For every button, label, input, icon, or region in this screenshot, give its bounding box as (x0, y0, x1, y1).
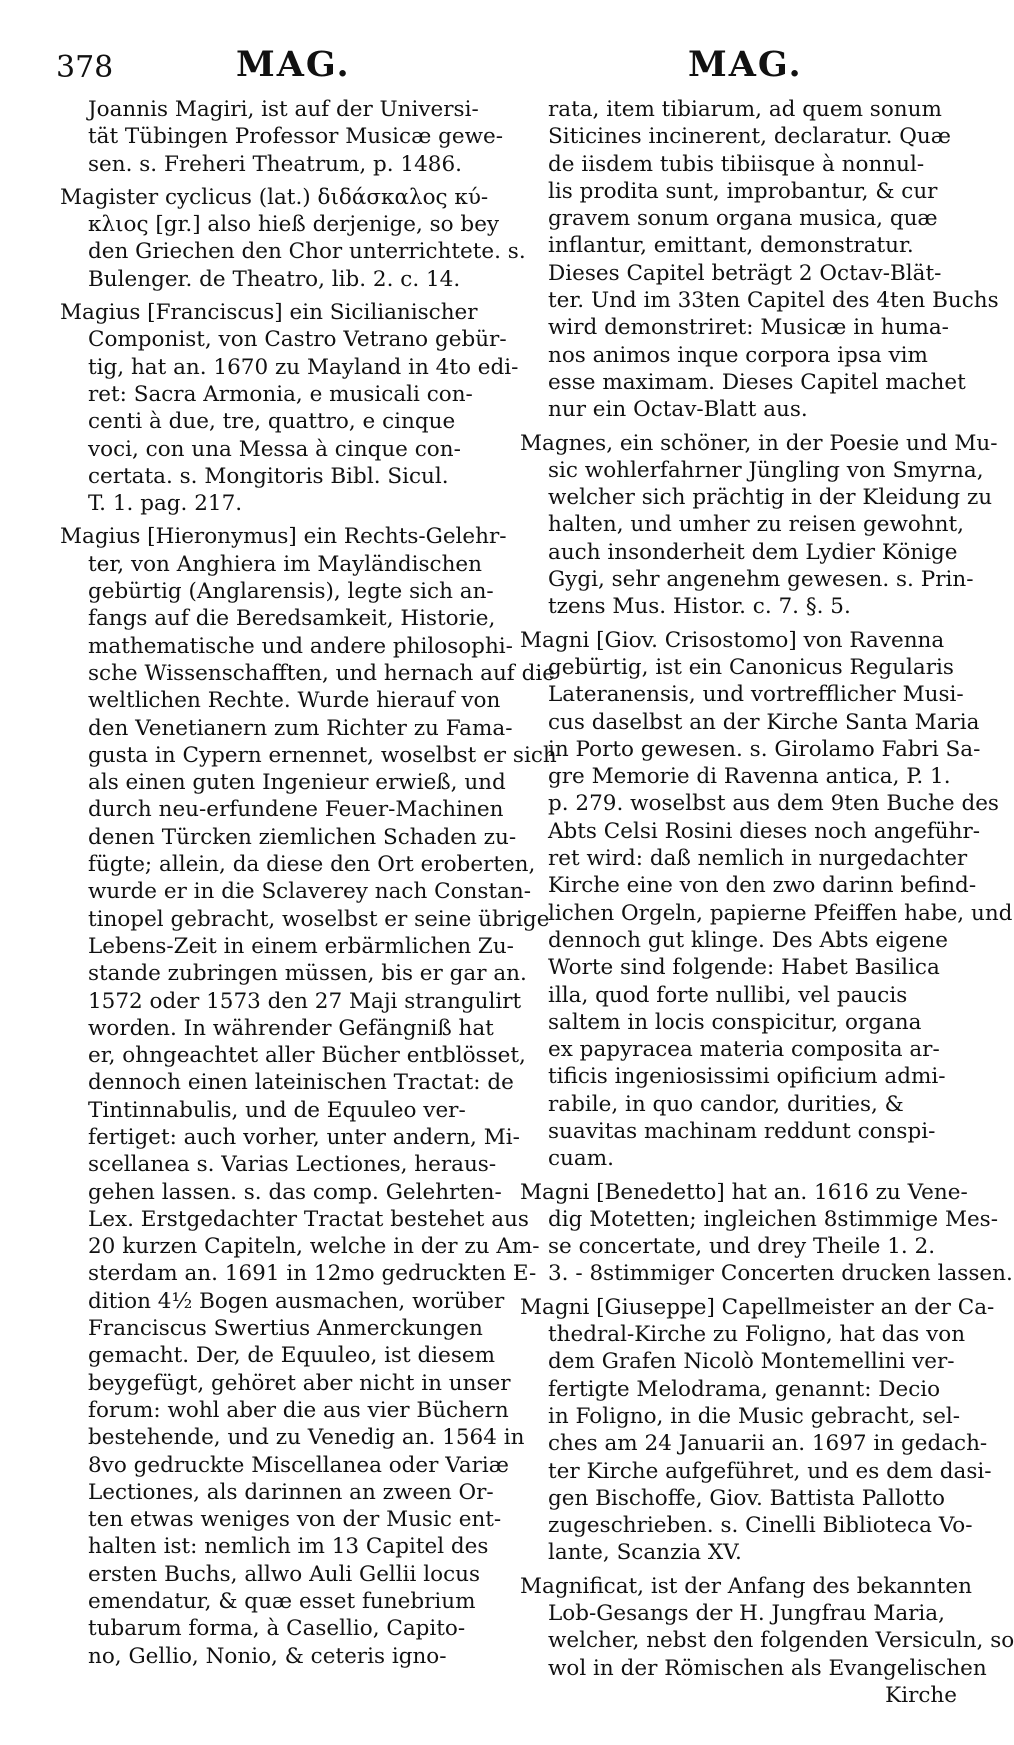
text-line: nos animos inque corpora ipsa vim (548, 342, 928, 368)
text-line: Abts Celsi Rosini dieses noch angeführ- (548, 818, 981, 844)
text-line: tig, hat an. 1670 zu Mayland in 4to edi- (88, 354, 519, 380)
right-column (520, 96, 1014, 1709)
text-line: beygefügt, gehöret aber nicht in unser (88, 1370, 511, 1396)
text-line: esse maximam. Dieses Capitel machet (548, 369, 966, 395)
dictionary-entry-magius-franciscus (60, 299, 519, 517)
text-line: worden. In währender Gefängniß hat (88, 1015, 494, 1041)
dictionary-entry-magister-cyclicus (60, 184, 526, 293)
text-line: Magister cyclicus (lat.) διδάσκαλος κύ- (60, 184, 489, 210)
text-line: halten ist: nemlich im 13 Capitel des (88, 1534, 489, 1560)
text-line: fertigte Melodrama, genannt: Decio (548, 1376, 941, 1402)
text-line: welcher, nebst den folgenden Versiculn, so (548, 1628, 1014, 1654)
text-line: emendatur, & quæ esset funebrium (88, 1589, 476, 1615)
text-line: Magius [Hieronymus] ein Rechts-Gelehr- (60, 524, 507, 550)
dictionary-entry-magius-hieronymus-cont (520, 96, 999, 424)
text-line: gusta in Cypern ernennet, woselbst er sich (88, 742, 557, 768)
dictionary-entry-magnificat (520, 1573, 1014, 1682)
text-line: Kirche eine von den zwo darinn befind- (548, 873, 977, 899)
text-line: lichen Orgeln, papierne Pfeiffen habe, und (548, 900, 1013, 926)
text-line: 1572 oder 1573 den 27 Maji strangulirt (88, 988, 522, 1014)
text-line: wurde er in die Sclaverey nach Constan- (88, 879, 531, 905)
text-line: dennoch gut klinge. Des Abts eigene (548, 927, 948, 953)
text-line: thedral-Kirche zu Foligno, hat das von (548, 1322, 966, 1348)
dictionary-entry-magni-giuseppe (520, 1294, 995, 1567)
text-line: auch insonderheit dem Lydier Könige (548, 539, 958, 565)
text-line: ter Kirche aufgeführet, und es dem dasi- (548, 1458, 992, 1484)
text-line: rabile, in quo candor, durities, & (548, 1091, 904, 1117)
text-line: bestehende, und zu Venedig an. 1564 in (88, 1425, 525, 1451)
text-line: centi à due, tre, quattro, e cinque (88, 409, 456, 435)
text-line: stande zubringen müssen, bis er gar an. (88, 961, 527, 987)
text-line: er, ohngeachtet aller Bücher entblösset, (88, 1043, 526, 1069)
text-line: ersten Buchs, allwo Auli Gellii locus (88, 1561, 481, 1587)
text-line: fertiget: auch vorher, unter andern, Mi- (88, 1124, 520, 1150)
text-line: Worte sind folgende: Habet Basilica (548, 955, 940, 981)
text-line: Lectiones, als darinnen an zween Or- (88, 1479, 494, 1505)
text-line: p. 279. woselbst aus dem 9ten Buche des (548, 791, 999, 817)
text-line: welcher sich prächtig in der Kleidung zu (548, 485, 993, 511)
text-line: wol in der Römischen als Evangelischen (548, 1655, 987, 1681)
text-line: Joannis Magiri, ist auf der Universi- (88, 97, 479, 122)
text-line: sen. s. Freheri Theatrum, p. 1486. (88, 151, 462, 177)
text-line: den Venetianern zum Richter zu Fama- (88, 715, 513, 741)
text-line: Bulenger. de Theatro, lib. 2. c. 14. (88, 266, 461, 292)
text-line: tät Tübingen Professor Musicæ gewe- (88, 124, 503, 150)
text-line: Lob-Gesangs der H. Jungfrau Maria, (548, 1601, 945, 1627)
text-line: suavitas machinam reddunt conspi- (548, 1118, 936, 1144)
running-head-left: MAG. (236, 44, 351, 85)
text-line: Magni [Giov. Crisostomo] von Ravenna (520, 627, 945, 653)
text-line: rata, item tibiarum, ad quem sonum (548, 97, 942, 122)
page-header (0, 38, 1000, 88)
text-line: 8vo gedruckte Miscellanea oder Variæ (88, 1452, 510, 1478)
text-line: Tintinnabulis, und de Equuleo ver- (88, 1097, 466, 1123)
dictionary-entry-magnes (520, 430, 998, 621)
text-line: no, Gellio, Nonio, & ceteris igno- (88, 1643, 447, 1669)
text-line: gebürtig, ist ein Canonicus Regularis (548, 654, 954, 680)
text-line: denen Türcken ziemlichen Schaden zu- (88, 824, 517, 850)
text-line: sic wohlerfahrner Jüngling von Smyrna, (548, 457, 984, 483)
text-line: Franciscus Swertius Anmerckungen (88, 1316, 483, 1342)
text-line: cuam. (548, 1146, 614, 1172)
text-line: voci, con una Messa à cinque con- (88, 436, 461, 462)
text-line: inflantur, emittant, demonstratur. (548, 233, 914, 259)
text-line: de iisdem tubis tibiisque à nonnul- (548, 151, 925, 177)
text-line: mathematische und andere philosophi- (88, 633, 513, 659)
text-line: Dieses Capitel beträgt 2 Octav-Blät- (548, 260, 942, 286)
text-line: gemacht. Der, de Equuleo, ist diesem (88, 1343, 496, 1369)
text-line: als einen guten Ingenieur erwieß, und (88, 770, 506, 796)
text-line: dig Motetten; ingleichen 8stimmige Mes- (548, 1206, 998, 1232)
text-line: gebürtig (Anglarensis), legte sich an- (88, 579, 494, 605)
text-line: Lebens-Zeit in einem erbärmlichen Zu- (88, 933, 514, 959)
text-line: Lex. Erstgedachter Tractat bestehet aus (88, 1206, 529, 1232)
text-line: dennoch einen lateinischen Tractat: de (88, 1070, 514, 1096)
text-line: halten, und umher zu reisen gewohnt, (548, 512, 964, 538)
text-line: zugeschrieben. s. Cinelli Biblioteca Vo- (548, 1513, 973, 1539)
text-line: gehen lassen. s. das comp. Gelehrten- (88, 1179, 502, 1205)
dictionary-entry-magius-hieronymus (60, 523, 557, 1669)
text-line: Gygi, sehr angenehm gewesen. s. Prin- (548, 567, 974, 593)
text-line: gravem sonum organa musica, quæ (548, 206, 938, 232)
text-line: Magni [Giuseppe] Capellmeister an der Ca- (520, 1294, 995, 1320)
text-line: 3. - 8stimmiger Concerten drucken lassen. (548, 1261, 1013, 1287)
text-line: tubarum forma, à Casellio, Capito- (88, 1616, 466, 1642)
text-line: sche Wissenschafften, und hernach auf die (88, 660, 555, 686)
running-head-right: MAG. (688, 44, 803, 85)
text-line: ten etwas weniges von der Music ent- (88, 1507, 502, 1533)
text-line: Magius [Franciscus] ein Sicilianischer (60, 300, 478, 326)
text-line: Magnificat, ist der Anfang des bekannten (520, 1573, 972, 1599)
dictionary-entry-magni-giov (520, 627, 1013, 1173)
text-line: Componist, von Castro Vetrano gebür- (88, 327, 507, 353)
text-line: ret: Sacra Armonia, e musicali con- (88, 381, 473, 407)
text-line: weltlichen Rechte. Wurde hierauf von (88, 688, 501, 714)
text-line: ches am 24 Januarii an. 1697 in gedach- (548, 1431, 988, 1457)
text-line: wird demonstriret: Musicæ in huma- (548, 315, 949, 341)
text-line: forum: wohl aber die aus vier Büchern (88, 1397, 509, 1423)
dictionary-entry-magiri-cont (60, 96, 505, 178)
text-line: tificis ingeniosissimi opificium admi- (548, 1064, 946, 1090)
text-line: gre Memorie di Ravenna antica, P. 1. (548, 764, 951, 790)
text-line: Magnes, ein schöner, in der Poesie und Mu- (520, 430, 998, 456)
catchword: Kirche (885, 1682, 957, 1708)
text-line: fangs auf die Beredsamkeit, Historie, (88, 606, 496, 632)
text-line: certata. s. Mongitoris Bibl. Sicul. (88, 463, 449, 489)
text-line: cus daselbst an der Kirche Santa Maria (548, 709, 980, 735)
text-line: durch neu-erfundene Feuer-Machinen (88, 797, 504, 823)
text-line: tzens Mus. Histor. c. 7. §. 5. (548, 594, 851, 620)
text-line: den Griechen den Chor unterrichtete. s. (88, 239, 526, 265)
left-column (60, 96, 557, 1670)
text-line: lis prodita sunt, improbantur, & cur (548, 178, 938, 204)
text-line: nur ein Octav-Blatt aus. (548, 397, 808, 423)
text-line: scellanea s. Varias Lectiones, heraus- (88, 1152, 497, 1178)
text-line: tinopel gebracht, woselbst er seine übrige (88, 906, 550, 932)
text-line: ter, von Anghiera im Mayländischen (88, 551, 482, 577)
text-line: in Porto gewesen. s. Girolamo Fabri Sa- (548, 736, 981, 762)
text-line: in Foligno, in die Music gebracht, sel- (548, 1403, 961, 1429)
text-line: se concertate, und drey Theile 1. 2. (548, 1234, 936, 1260)
text-line: dition 4½ Bogen ausmachen, worüber (88, 1288, 505, 1314)
text-line: ret wird: daß nemlich in nurgedachter (548, 846, 968, 872)
text-line: saltem in locis conspicitur, organa (548, 1009, 922, 1035)
text-line: κλιος [gr.] also hieß derjenige, so bey (88, 212, 500, 238)
text-line: sterdam an. 1691 in 12mo gedruckten E- (88, 1261, 537, 1287)
text-line: ter. Und im 33ten Capitel des 4ten Buchs (548, 288, 999, 314)
text-line: dem Grafen Nicolò Montemellini ver- (548, 1349, 955, 1375)
text-line: Siticines incinerent, declaratur. Quæ (548, 124, 951, 150)
text-line: gen Bischoffe, Giov. Battista Pallotto (548, 1485, 945, 1511)
text-line: lante, Scanzia XV. (548, 1540, 742, 1566)
text-line: fügte; allein, da diese den Ort eroberten, (88, 852, 536, 878)
text-line: ex papyracea materia composita ar- (548, 1037, 940, 1063)
text-line: Lateranensis, und vortrefflicher Musi- (548, 682, 964, 708)
text-line: 20 kurzen Capiteln, welche in der zu Am- (88, 1234, 540, 1260)
text-line: Magni [Benedetto] hat an. 1616 zu Vene- (520, 1179, 968, 1205)
dictionary-entry-magni-benedetto (520, 1179, 1013, 1288)
text-line: T. 1. pag. 217. (88, 491, 243, 517)
page-number: 378 (56, 50, 114, 85)
text-line: illa, quod forte nullibi, vel paucis (548, 982, 908, 1008)
